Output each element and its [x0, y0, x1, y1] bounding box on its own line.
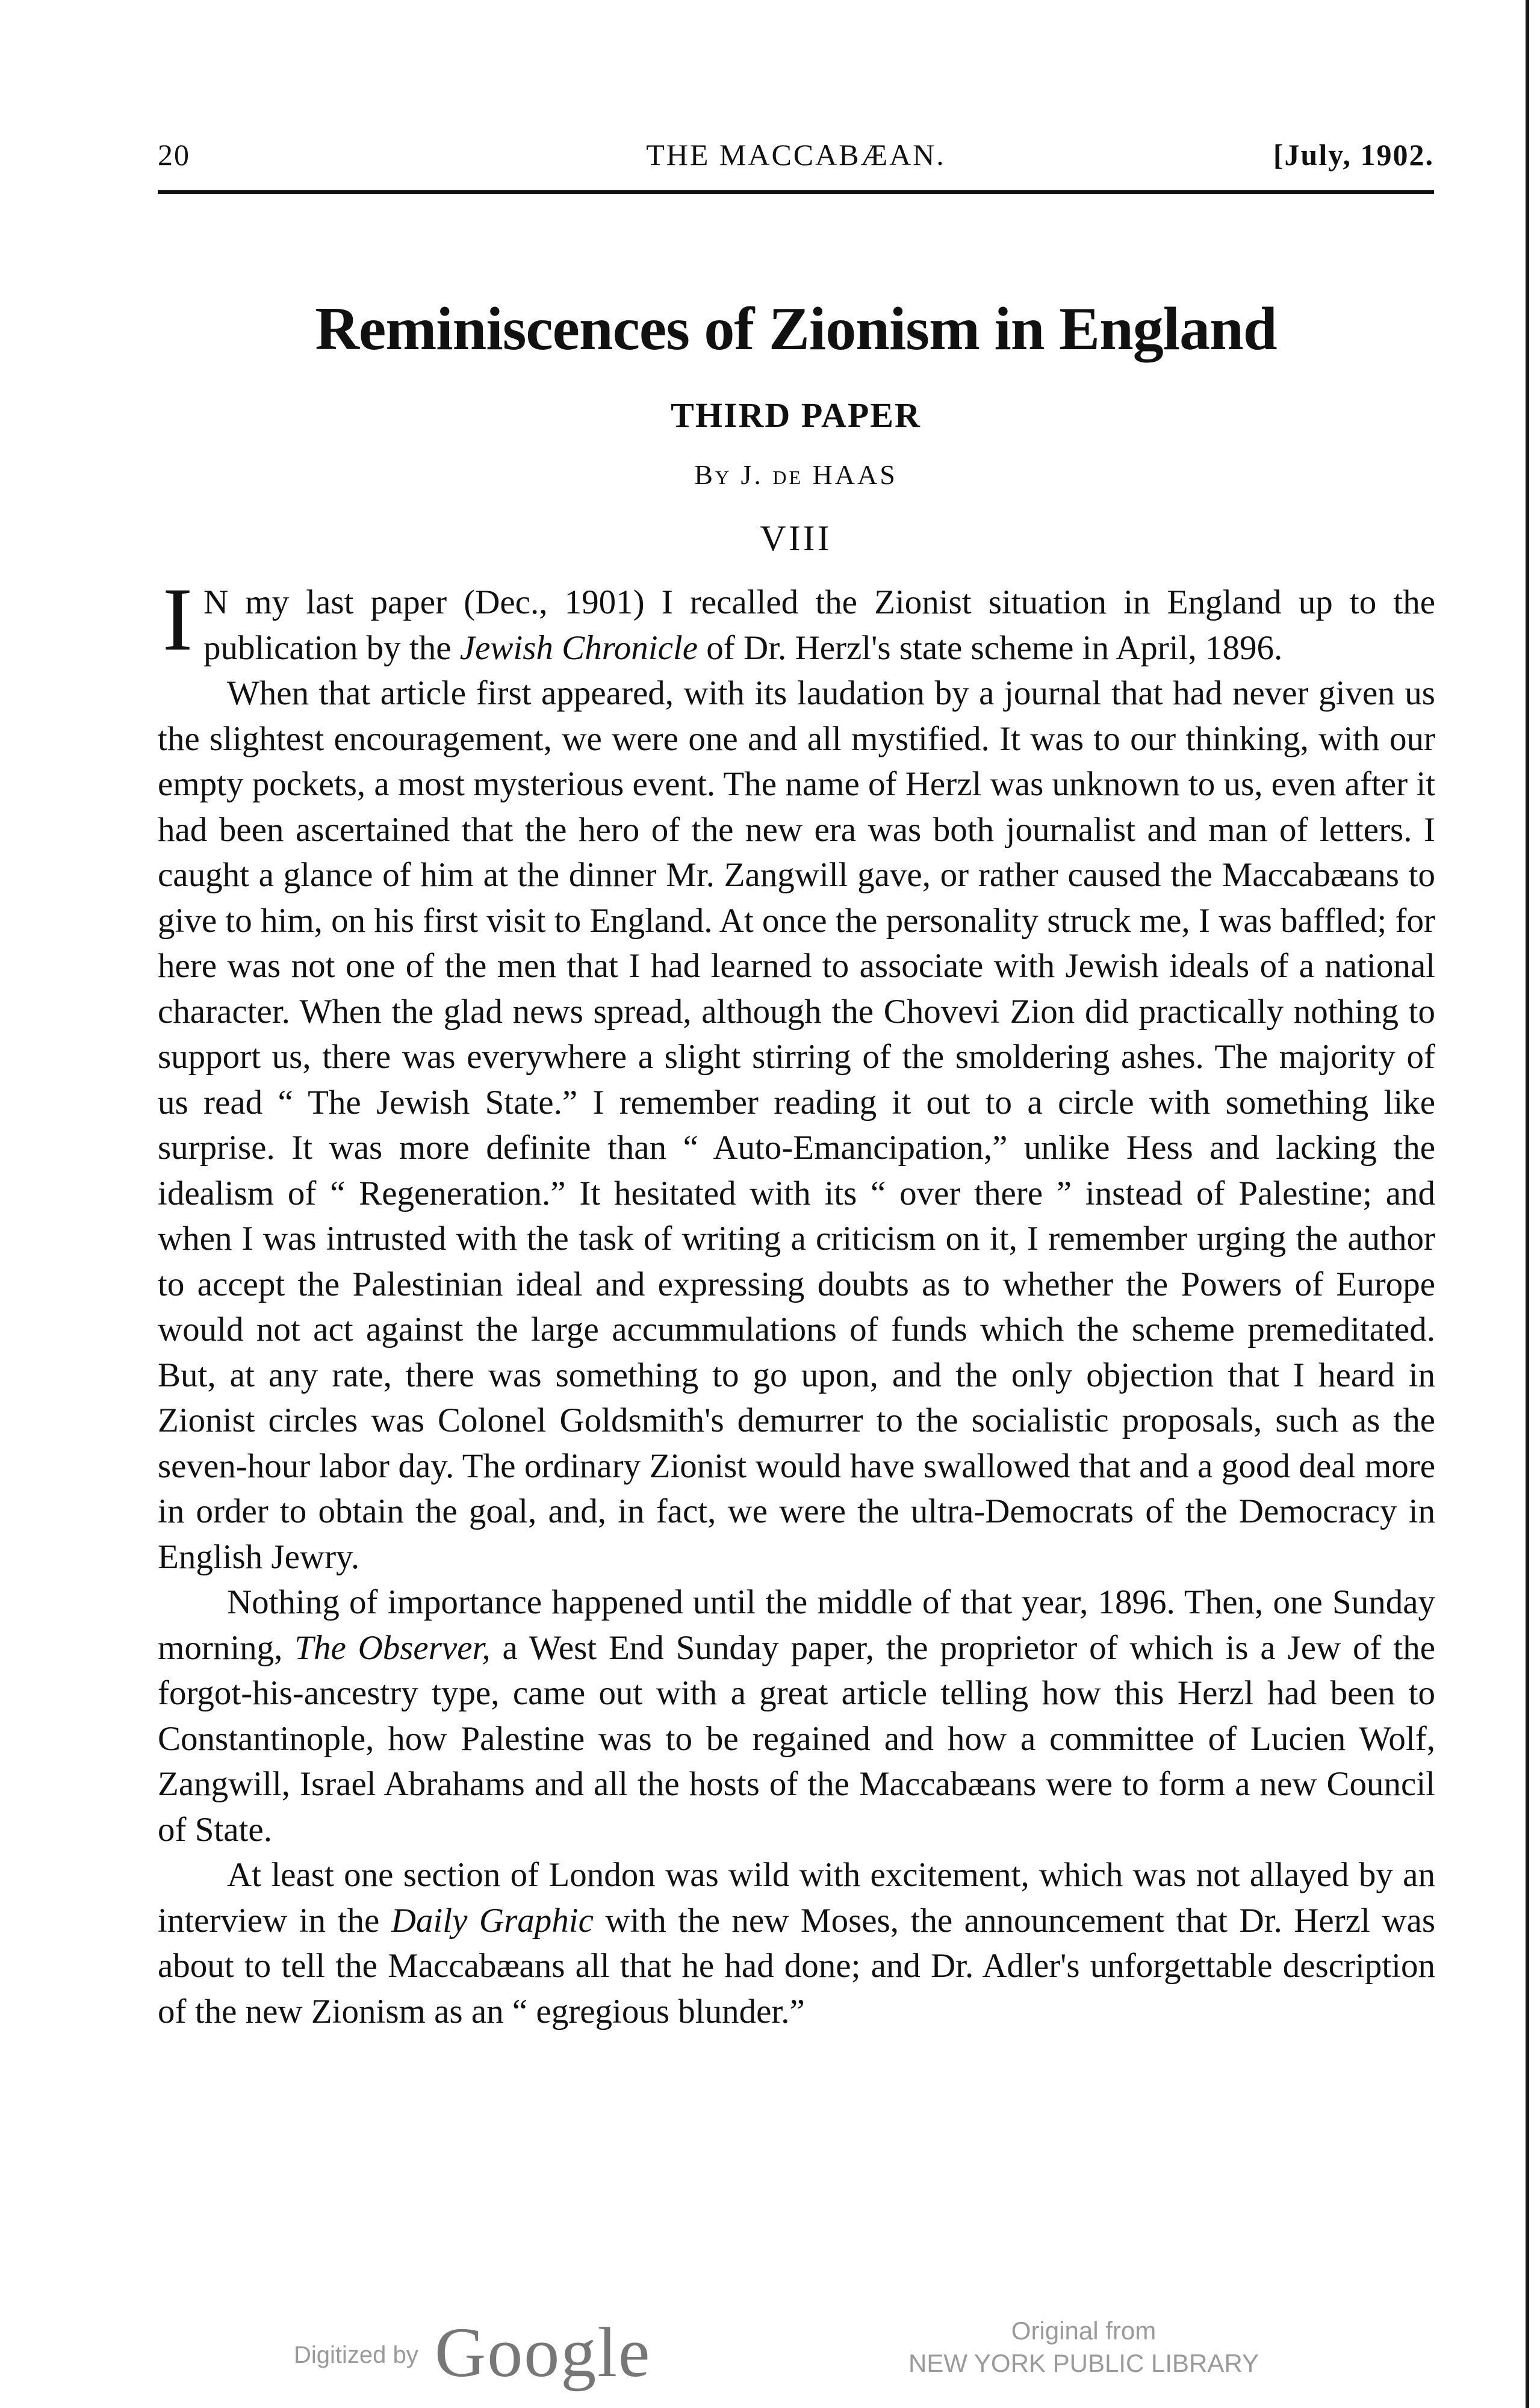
paragraph-4-italic: Daily Graphic — [391, 1901, 594, 1940]
paragraph-1-text: N my last paper (Dec., 1901) I recalled the Zionist situation in England up to the publication by the — [203, 583, 1435, 667]
running-head — [158, 137, 1434, 179]
journal-name: THE MACCABÆAN. — [646, 138, 946, 172]
google-logo: Google — [435, 2313, 651, 2392]
issue-date: [July, 1902. — [1273, 138, 1434, 172]
paragraph-4-tail: with the new Moses, the announcement that Dr. Herzl was about to tell the Maccabæans all that he had done; and Dr. Adler's unforgettable description of the new Zionism as an “ egregious blunder.” — [158, 1901, 1436, 2031]
page-edge-border — [1526, 0, 1529, 2408]
paragraph-2: When that article first appeared, with its laudation by a journal that had never given us the slightest encouragement, we were one and all mystified. It was to our thinking, with our empty pockets, a most mysterious event. The name of Herzl was unknown to us, even after it had been ascertained that the hero of the new era was both journalist and man of letters. I caught a glance of him at the dinner Mr. Zangwill gave, or rather caused the Maccabæans to give to him, on his first visit to England. At once the personality struck me, I was baffled; for here was not one of the men that I had learned to associate with Jewish ideals of a national character. When the glad news spread, although the Chovevi Zion did practically nothing to support us, there was everywhere a slight stirring of the smoldering ashes. The majority of us read “ The Jewish State.” I remember reading it out to a circle with something like surprise. It was more definite than “ Auto-Emancipation,” unlike Hess and lacking the idealism of “ Regeneration.” It hesitated with its “ over there ” instead of Palestine; and when I was intrusted with the task of writing a criticism on it, I remember urging the author to accept the Palestinian ideal and expressing doubts as to whether the Powers of Europe would not act against the large accummulations of funds which the scheme premeditated. But, at any rate, there was something to go upon, and the only objection that I heard in Zionist circles was Colonel Goldsmith's demurrer to the socialistic proposals, such as the seven-hour labor day. The ordinary Zionist would have swallowed that and a good deal more in order to obtain the goal, and, in fact, we were the ultra-Democrats of the Democracy in English Jewry. — [158, 674, 1435, 1576]
article-title: Reminiscences of Zionism in England — [315, 295, 1277, 363]
paragraph-4-lead: At least one section of London was wild with excitement, which was not allayed by an interview in the — [158, 1856, 1435, 1940]
article-byline: By J. de HAAS — [694, 459, 898, 490]
digitization-footer — [0, 2312, 1540, 2390]
paragraph-3-lead: Nothing of importance happened until the middle of that year, 1896. Then, one Sunday morning, — [158, 1583, 1435, 1667]
article-body — [158, 569, 1436, 2034]
paragraph-1 — [158, 569, 1435, 671]
section-number: VIII — [760, 518, 832, 558]
paragraph-3-italic: The Observer, — [294, 1628, 491, 1667]
original-from-label: Original from — [1011, 2316, 1157, 2345]
paragraph-4 — [158, 1852, 1435, 2034]
page-number: 20 — [158, 138, 190, 172]
paragraph-1-italic: Jewish Chronicle — [459, 628, 698, 667]
library-name: NEW YORK PUBLIC LIBRARY — [908, 2349, 1259, 2377]
article-subtitle: THIRD PAPER — [671, 396, 921, 435]
digitized-by-label: Digitized by — [294, 2342, 418, 2368]
paragraph-3 — [158, 1580, 1435, 1852]
drop-cap: I — [163, 569, 193, 669]
paragraph-3-tail: a West End Sunday paper, the proprietor of which is a Jew of the forgot-his-ancestry type, came out with a great article telling how this Herzl had been to Constantinople, how Palestine was to be regained and how a committee of Lucien Wolf, Zangwill, Israel Abrahams and all the hosts of the Maccabæans were to form a new Council of State. — [158, 1628, 1435, 1849]
header-rule — [158, 190, 1434, 194]
paragraph-1-tail: of Dr. Herzl's state scheme in April, 1896. — [698, 628, 1283, 667]
